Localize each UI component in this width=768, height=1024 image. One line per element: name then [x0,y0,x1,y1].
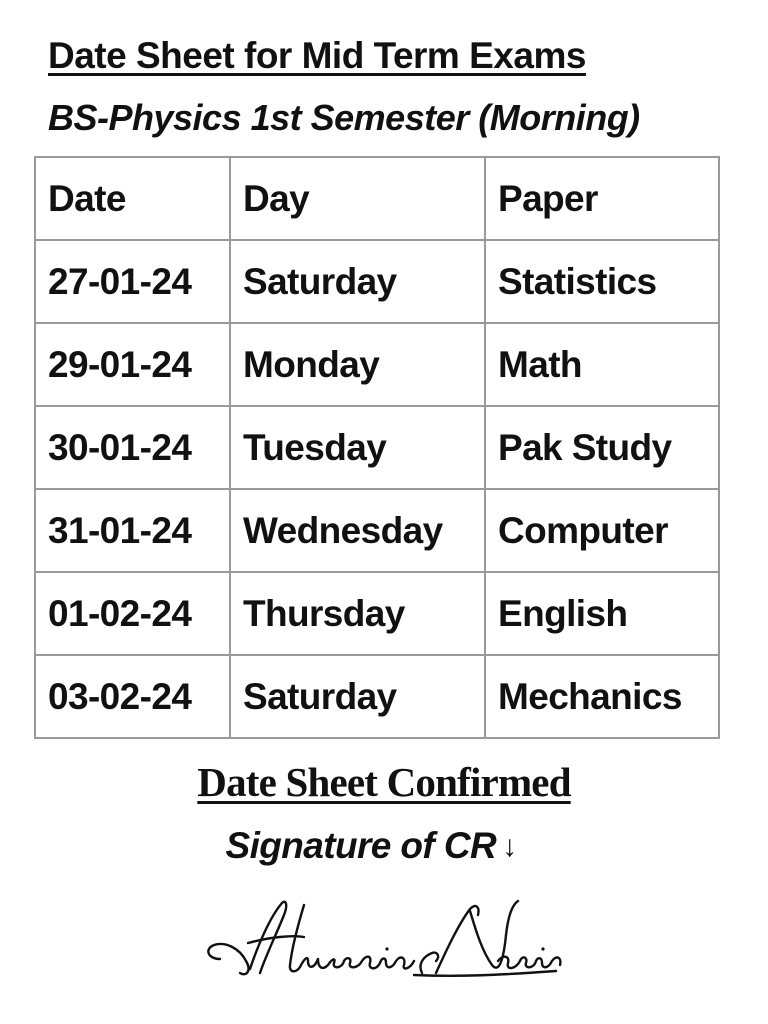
cell-paper: Pak Study [485,406,719,489]
cell-date: 31-01-24 [35,489,230,572]
confirmation-text: Date Sheet Confirmed [197,759,571,805]
handwritten-signature [200,895,570,985]
cell-date: 29-01-24 [35,323,230,406]
arrow-down-icon: ↓ [502,830,517,863]
column-header-date: Date [35,157,230,240]
cell-date: 27-01-24 [35,240,230,323]
cell-date: 30-01-24 [35,406,230,489]
cell-day: Saturday [230,240,485,323]
table-row [35,406,719,489]
cell-day: Wednesday [230,489,485,572]
table-header-row [35,157,719,240]
cell-day: Saturday [230,655,485,738]
cell-day: Tuesday [230,406,485,489]
column-header-day: Day [230,157,485,240]
page-subtitle: BS-Physics 1st Semester (Morning) [48,97,640,138]
cell-paper: English [485,572,719,655]
signature-label-line [0,826,742,867]
cell-paper: Computer [485,489,719,572]
cell-paper: Statistics [485,240,719,323]
table-row [35,655,719,738]
signature-label: Signature of CR [225,825,497,866]
cell-date: 03-02-24 [35,655,230,738]
cell-day: Thursday [230,572,485,655]
table-row [35,489,719,572]
column-header-paper: Paper [485,157,719,240]
table-row [35,323,719,406]
date-sheet-table [34,156,720,739]
confirmation-heading [0,760,768,805]
page-title: Date Sheet for Mid Term Exams [48,35,586,76]
cell-paper: Math [485,323,719,406]
cell-day: Monday [230,323,485,406]
table-row [35,572,719,655]
cell-date: 01-02-24 [35,572,230,655]
table-row [35,240,719,323]
cell-paper: Mechanics [485,655,719,738]
